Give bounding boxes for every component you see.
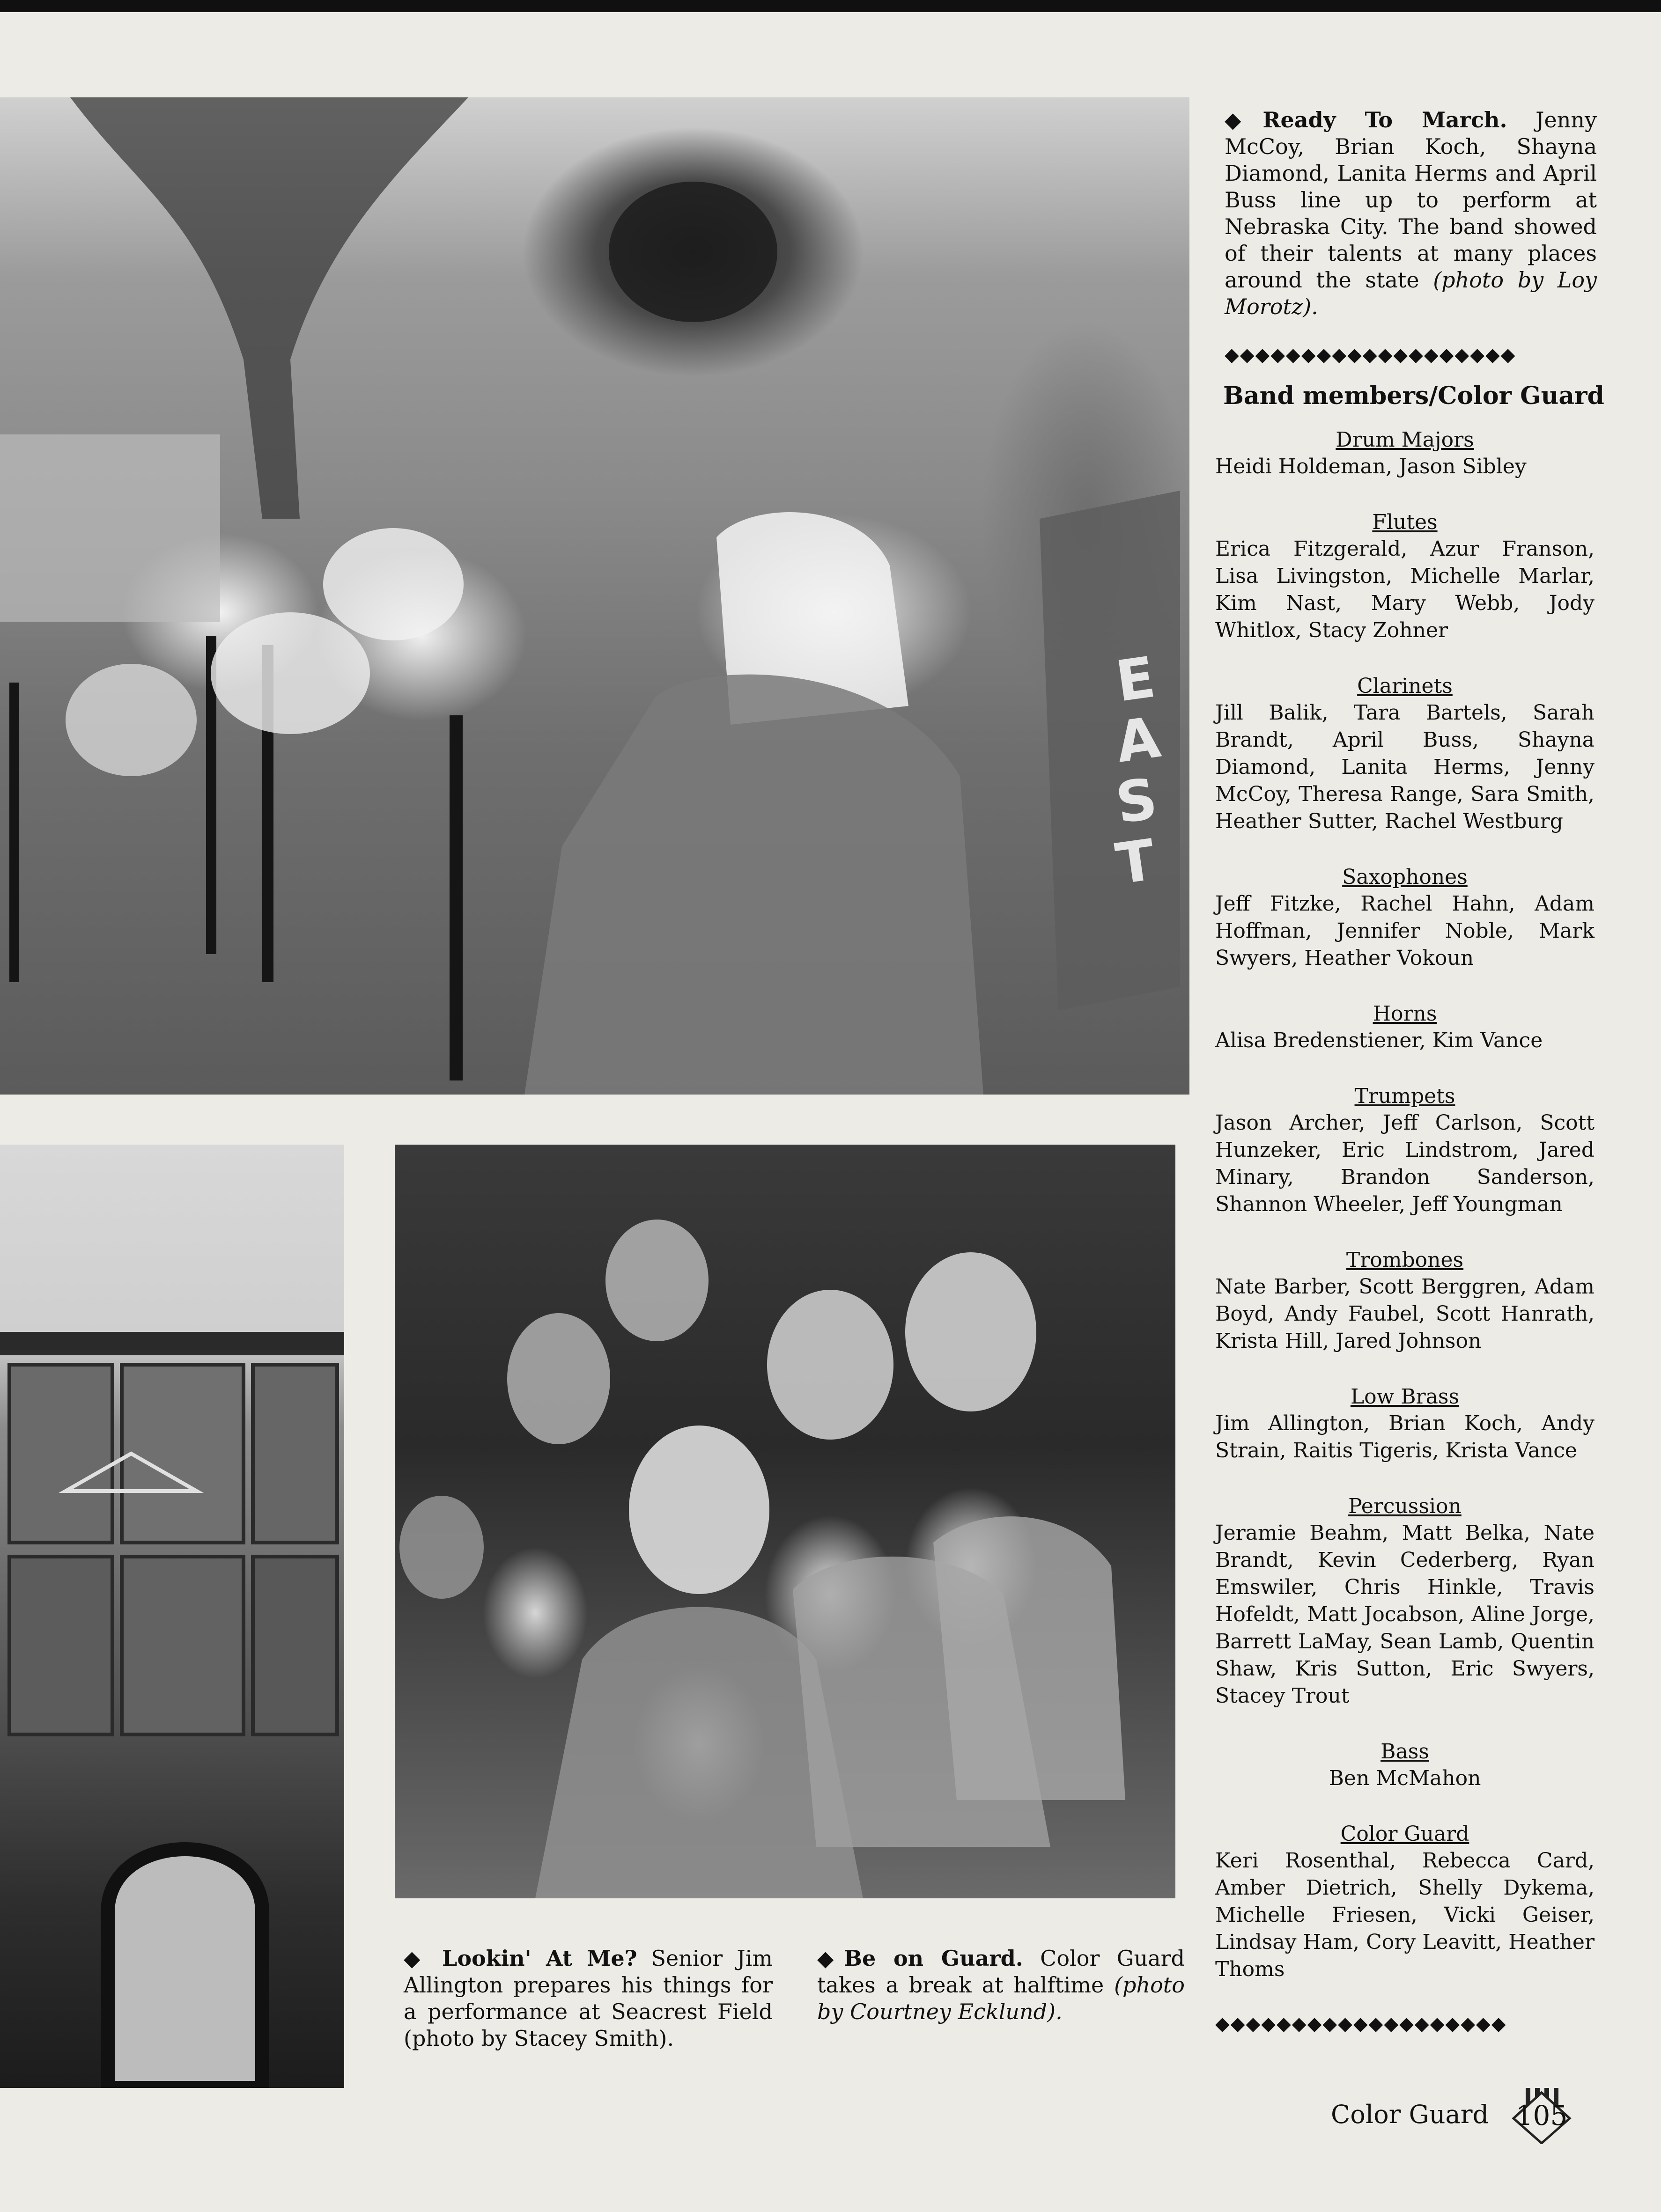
roster-section-heading: Trombones [1346,1248,1464,1272]
roster-section-heading: Percussion [1348,1494,1462,1518]
roster-section [1215,1384,1595,1464]
roster-section-heading: Flutes [1372,510,1438,534]
caption-lookin-at-me-body: Senior Jim Allington prepares his things for a performance at Seacrest Field (photo by Stacey Smith). [404,1946,773,2051]
roster-section [1215,1739,1595,1792]
roster-section-names: Jill Balik, Tara Bartels, Sarah Brandt, April Buss, Shayna Diamond, Lanita Herms, Jenny McCoy, Theresa Range, Sara Smith, Heather Sutter, Rachel Westburg [1215,701,1595,833]
svg-text:S: S [1112,766,1161,837]
roster-section-names: Jim Allington, Brian Koch, Andy Strain, Raitis Tigeris, Krista Vance [1215,1411,1595,1462]
caption-ready-to-march-credit: (photo by Loy Morotz). [1225,267,1597,319]
caption-lookin-at-me-title: ◆ Lookin' At Me? [404,1946,637,1971]
caption-ready-to-march [1225,107,1597,320]
caption-be-on-guard-body: Color Guard takes a break at halftime [817,1946,1185,1998]
svg-text:A: A [1112,705,1165,776]
photo-locker-room-shapes [0,1145,344,2088]
page-number: 105 [1515,2100,1568,2131]
roster-section-heading: Drum Majors [1336,428,1474,452]
roster-section-names: Jeramie Beahm, Matt Belka, Nate Brandt, Kevin Cederberg, Ryan Emswiler, Chris Hinkle, Travis Hofeldt, Matt Jocabson, Aline Jorge, Barrett LaMay, Sean Lamb, Quentin Shaw, Kris Sutton, Eric Swyers, Stacey Trout [1215,1521,1595,1708]
roster-section-heading: Saxophones [1342,865,1468,889]
photo-band-marching [0,97,1189,1095]
page-number-badge [1512,2088,1572,2144]
caption-ready-to-march-title: ◆Ready To March. [1225,107,1507,132]
roster-section [1215,673,1595,835]
roster-list [1215,427,1595,2012]
roster-section [1215,1493,1595,1710]
roster-section [1215,1821,1595,1983]
photo-color-guard-shapes [395,1145,1175,1898]
caption-be-on-guard-credit: (photo by Courtney Ecklund). [817,1972,1185,2024]
roster-section [1215,1247,1595,1355]
roster-section-names: Nate Barber, Scott Berggren, Adam Boyd, Andy Faubel, Scott Hanrath, Krista Hill, Jared Johnson [1215,1275,1595,1353]
diamond-divider-bottom: ◆◆◆◆◆◆◆◆◆◆◆◆◆◆◆◆◆◆◆ [1215,2013,1507,2035]
footer-section-label: Color Guard [1331,2100,1489,2129]
svg-text:E: E [1112,645,1159,715]
roster-section-names: Jason Archer, Jeff Carlson, Scott Hunzeker, Eric Lindstrom, Jared Minary, Brandon Sanderson, Shannon Wheeler, Jeff Youngman [1215,1111,1595,1216]
caption-be-on-guard [817,1945,1185,2025]
top-border [0,0,1661,12]
roster-section [1215,864,1595,972]
roster-section [1215,509,1595,644]
roster-section-names: Ben McMahon [1329,1766,1481,1790]
svg-text:T: T [1112,827,1159,897]
roster-section-names: Heidi Holdeman, Jason Sibley [1215,455,1527,478]
roster-title: Band members/Color Guard [1223,382,1604,410]
photo-band-marching-shapes [0,97,1189,1095]
photo-color-guard [395,1145,1175,1898]
roster-section [1215,1083,1595,1218]
diamond-divider-top: ◆◆◆◆◆◆◆◆◆◆◆◆◆◆◆◆◆◆◆ [1225,344,1516,366]
roster-section-names: Keri Rosenthal, Rebecca Card, Amber Dietrich, Shelly Dykema, Michelle Friesen, Vicki Geiser, Lindsay Ham, Cory Leavitt, Heather Thoms [1215,1849,1595,1981]
roster-section-heading: Trumpets [1354,1084,1455,1108]
caption-ready-to-march-body: Jenny McCoy, Brian Koch, Shayna Diamond, Lanita Herms and April Buss line up to perform at Nebraska City. The band showed of their talents at many places around the state [1225,107,1597,293]
roster-section-heading: Clarinets [1357,674,1453,698]
roster-section-names: Jeff Fitzke, Rachel Hahn, Adam Hoffman, Jennifer Noble, Mark Swyers, Heather Vokoun [1215,892,1595,970]
roster-section-names: Alisa Bredenstiener, Kim Vance [1215,1029,1543,1052]
roster-section-heading: Horns [1373,1002,1437,1026]
roster-section-heading: Color Guard [1340,1822,1469,1846]
roster-section-heading: Bass [1380,1740,1429,1764]
photo-locker-room [0,1145,344,2088]
roster-section [1215,1001,1595,1054]
caption-be-on-guard-title: ◆Be on Guard. [817,1946,1023,1971]
roster-section-heading: Low Brass [1350,1385,1460,1409]
roster-section-names: Erica Fitzgerald, Azur Franson, Lisa Livingston, Michelle Marlar, Kim Nast, Mary Webb, Jody Whitlox, Stacy Zohner [1215,537,1595,642]
caption-lookin-at-me [404,1945,773,2052]
roster-section [1215,427,1595,480]
